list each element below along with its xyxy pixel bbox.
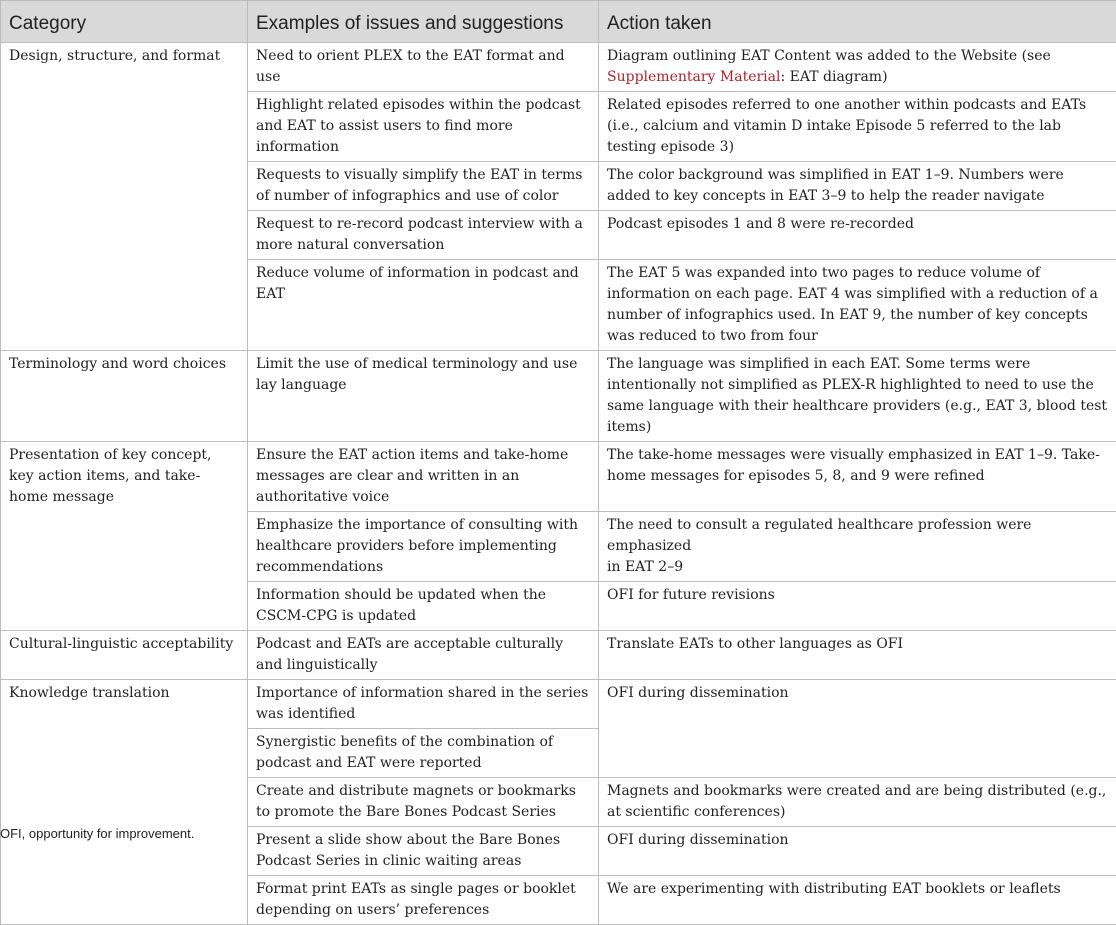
action-cell — [599, 43, 1116, 92]
issue-cell: Ensure the EAT action items and take-home messages are clear and written in an authoritative voice — [248, 442, 599, 512]
action-cell: The take-home messages were visually emphasized in EAT 1–9. Take-home messages for episodes 5, 8, and 9 were refined — [599, 442, 1116, 512]
action-cell: Podcast episodes 1 and 8 were re-recorded — [599, 211, 1116, 260]
action-text: in EAT 2–9 — [607, 559, 683, 575]
table-row — [1, 631, 1116, 680]
issue-cell: Requests to visually simplify the EAT in terms of number of infographics and use of color — [248, 162, 599, 211]
issue-cell: Podcast and EATs are acceptable culturally and linguistically — [248, 631, 599, 680]
action-cell: OFI during dissemination — [599, 680, 1116, 778]
header-action: Action taken — [599, 1, 1116, 43]
supplementary-material-link[interactable]: Supplementary Material — [607, 69, 780, 85]
table-footnote: OFI, opportunity for improvement. — [0, 826, 194, 841]
action-cell: OFI during dissemination — [599, 827, 1116, 876]
header-examples: Examples of issues and suggestions — [248, 1, 599, 43]
issue-cell: Information should be updated when the CSCM-CPG is updated — [248, 582, 599, 631]
action-cell: The language was simplified in each EAT. Some terms were intentionally not simplified as PLEX-R highlighted to need to use the same language with their healthcare providers (e.g., EAT 3, blood test items) — [599, 351, 1116, 442]
action-text: The need to consult a regulated healthcare profession were emphasized — [607, 517, 1031, 554]
action-cell — [599, 512, 1116, 582]
category-cell: Design, structure, and format — [1, 43, 248, 351]
table-row — [1, 351, 1116, 442]
issue-cell: Present a slide show about the Bare Bones Podcast Series in clinic waiting areas — [248, 827, 599, 876]
issue-cell: Need to orient PLEX to the EAT format and use — [248, 43, 599, 92]
issue-cell: Synergistic benefits of the combination of podcast and EAT were reported — [248, 729, 599, 778]
action-cell: Magnets and bookmarks were created and are being distributed (e.g., at scientific conferences) — [599, 778, 1116, 827]
category-cell: Presentation of key concept, key action items, and take-home message — [1, 442, 248, 631]
table-row — [1, 43, 1116, 92]
action-cell: Translate EATs to other languages as OFI — [599, 631, 1116, 680]
category-cell: Cultural-linguistic acceptability — [1, 631, 248, 680]
action-cell: We are experimenting with distributing EAT booklets or leaflets — [599, 876, 1116, 925]
action-cell: The color background was simplified in EAT 1–9. Numbers were added to key concepts in EAT 3–9 to help the reader navigate — [599, 162, 1116, 211]
category-cell: Knowledge translation — [1, 680, 248, 925]
issue-cell: Emphasize the importance of consulting with healthcare providers before implementing recommendations — [248, 512, 599, 582]
issue-cell: Highlight related episodes within the podcast and EAT to assist users to find more information — [248, 92, 599, 162]
action-text: Diagram outlining EAT Content was added to the Website (see — [607, 48, 1051, 64]
header-row — [1, 1, 1116, 43]
issue-cell: Create and distribute magnets or bookmarks to promote the Bare Bones Podcast Series — [248, 778, 599, 827]
header-category: Category — [1, 1, 248, 43]
issue-cell: Request to re-record podcast interview with a more natural conversation — [248, 211, 599, 260]
table-row — [1, 442, 1116, 512]
issue-cell: Limit the use of medical terminology and use lay language — [248, 351, 599, 442]
category-cell: Terminology and word choices — [1, 351, 248, 442]
action-cell: OFI for future revisions — [599, 582, 1116, 631]
table-row — [1, 680, 1116, 729]
issue-cell: Format print EATs as single pages or booklet depending on users’ preferences — [248, 876, 599, 925]
issue-cell: Importance of information shared in the series was identified — [248, 680, 599, 729]
action-text: : EAT diagram) — [780, 69, 887, 85]
action-cell: Related episodes referred to one another within podcasts and EATs (i.e., calcium and vitamin D intake Episode 5 referred to the lab testing episode 3) — [599, 92, 1116, 162]
issue-cell: Reduce volume of information in podcast and EAT — [248, 260, 599, 351]
action-cell: The EAT 5 was expanded into two pages to reduce volume of information on each page. EAT 4 was simplified with a reduction of a number of infographics used. In EAT 9, the number of key concepts was reduced to two from four — [599, 260, 1116, 351]
